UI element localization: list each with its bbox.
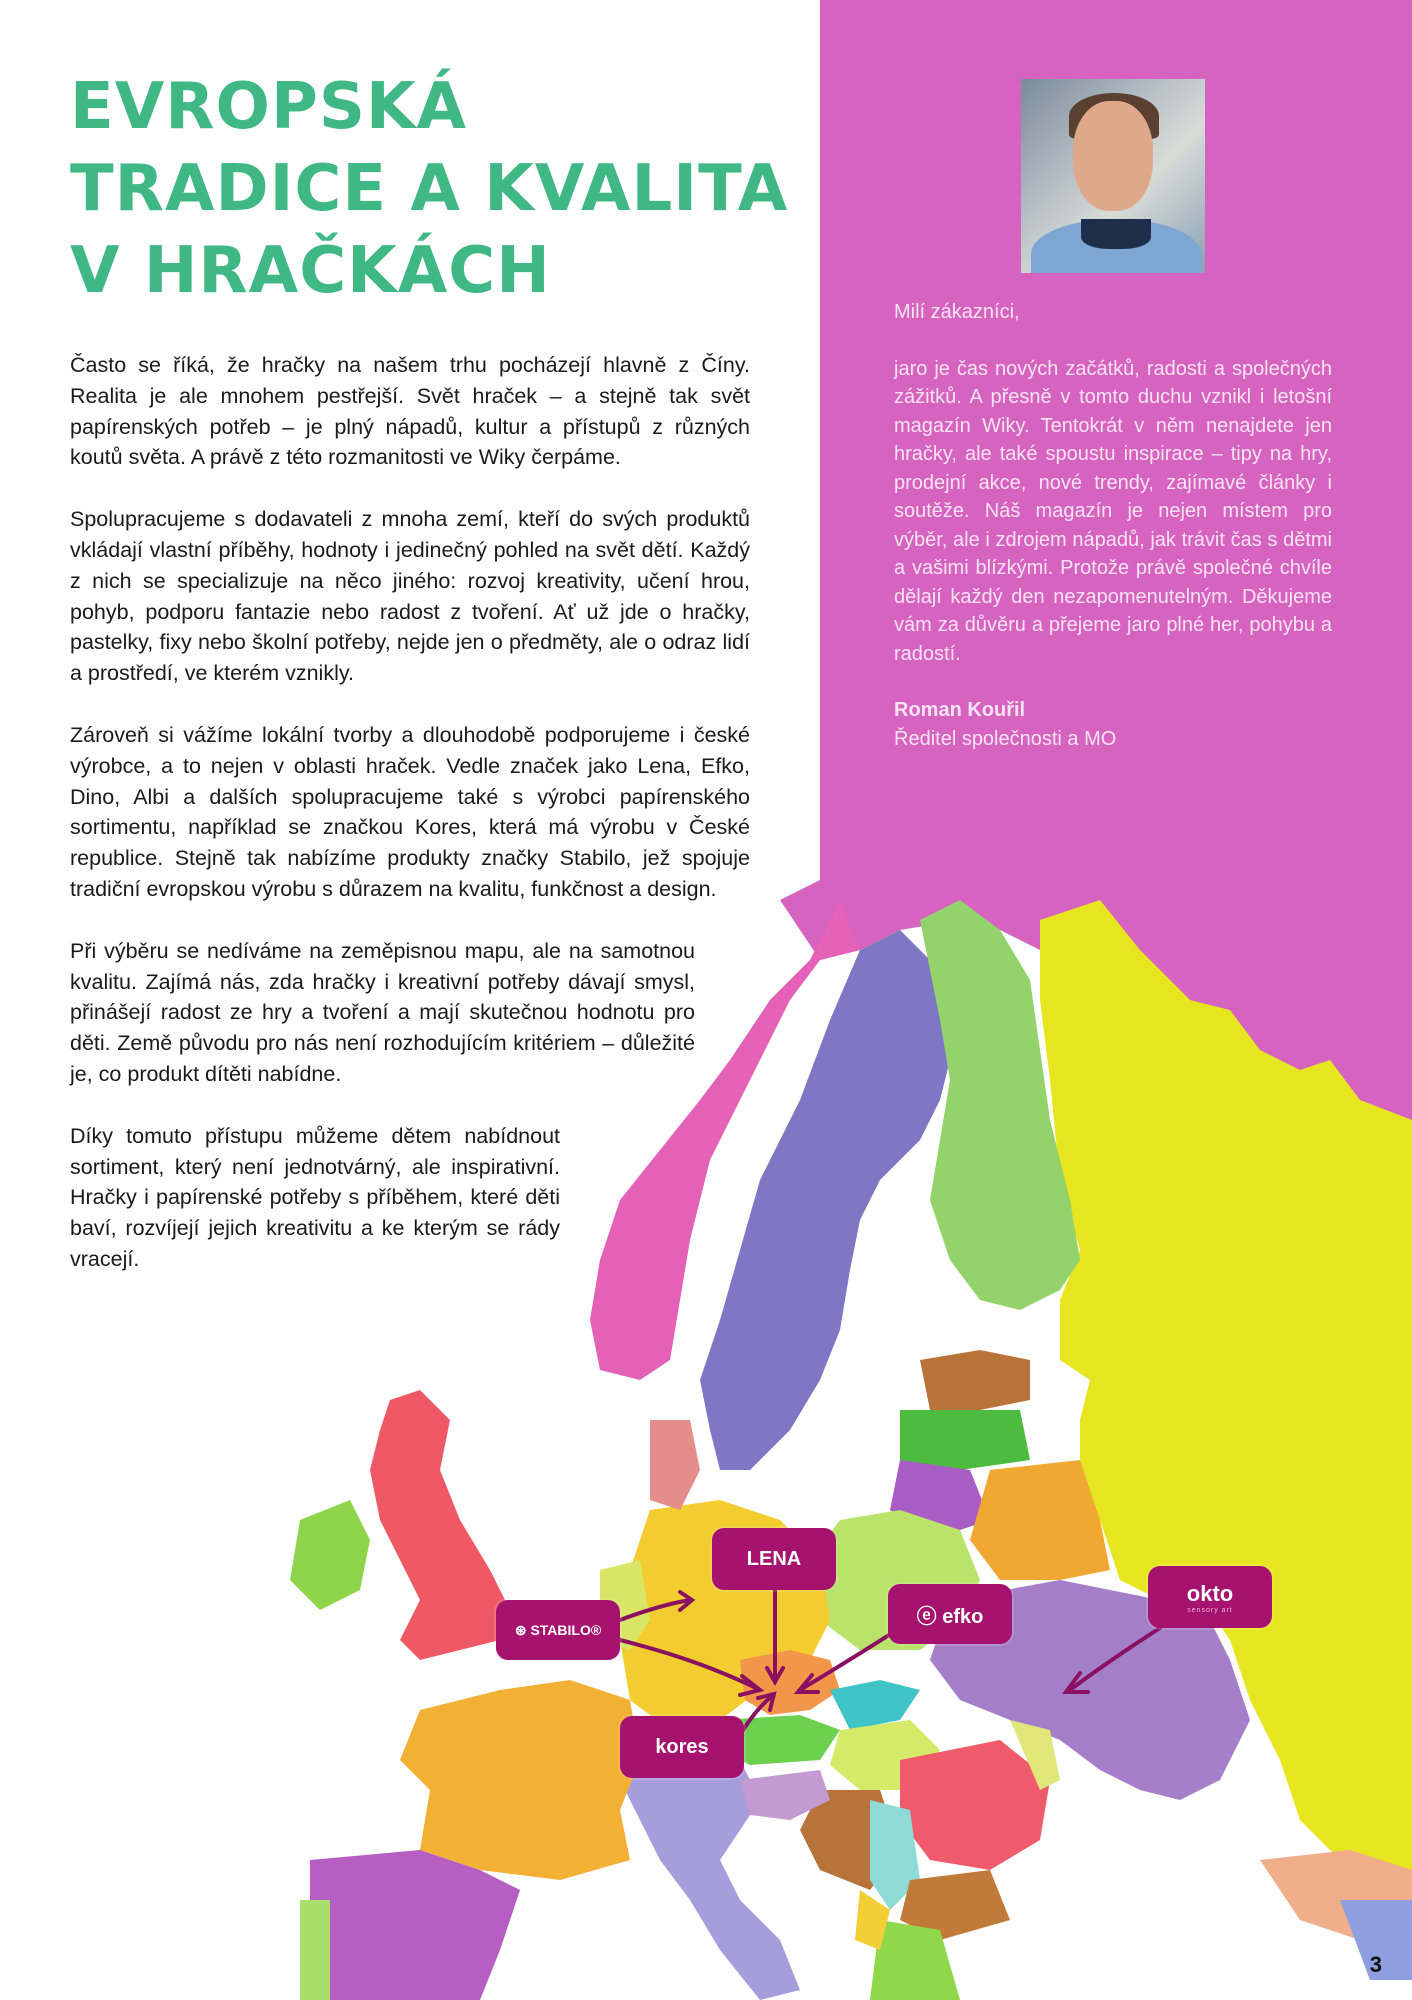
article-title bbox=[70, 66, 788, 312]
brand-logo-kores: kores bbox=[620, 1716, 744, 1778]
title-line: EVROPSKÁ bbox=[70, 70, 468, 144]
author-portrait bbox=[1021, 79, 1205, 273]
brand-logo-efko: ⓔ efko bbox=[888, 1584, 1012, 1644]
paragraph: Zároveň si vážíme lokální tvorby a dlouhodobě podporujeme i české výrobce, a to nejen v oblasti hraček. Vedle značek jako Lena, Efko, Dino, Albi a dalších spolupracujeme také s výrobci papírenského sortimentu, například se značkou Kores, která má výrobu v České republice. Stejně tak nabízíme produkty značky Stabilo, jež spojuje tradiční evropskou výrobu s důrazem na kvalitu, funkčnost a design. bbox=[70, 722, 750, 901]
paragraph: Díky tomuto přístupu můžeme dětem nabídnout sortiment, který není jednotvárný, ale inspirativní. Hračky i papírenské potřeby s příběhem, které děti baví, rozvíjejí jejich kreativitu a ke kterým se rády vracejí. bbox=[70, 1123, 560, 1271]
paragraph: Spolupracujeme s dodavateli z mnoha zemí, kteří do svých produktů vkládají vlastní příběhy, hodnoty i jedinečný pohled na svět dětí. Každý z nich se specializuje na něco jiného: rozvoj kreativity, učení hrou, pohyb, podporu fantazie nebo radost z tvoření. Ať už jde o hračky, pastelky, fixy nebo školní potřeby, nejde jen o předměty, ale o odraz lidí a prostředí, ve kterém vznikly. bbox=[70, 507, 750, 686]
signature-title: Ředitel společnosti a MO bbox=[894, 727, 1117, 750]
editorial-letter bbox=[894, 298, 1332, 753]
letter-greeting: Milí zákazníci, bbox=[894, 301, 1020, 323]
signature-name: Roman Kouřil bbox=[894, 699, 1026, 721]
title-line: TRADICE A KVALITA bbox=[70, 152, 789, 226]
brand-logo-stabilo: ⊛ STABILO® bbox=[496, 1600, 620, 1660]
article-body bbox=[70, 350, 750, 1306]
brand-logo-okto: okto sensory art bbox=[1148, 1566, 1272, 1628]
paragraph: Při výběru se nedíváme na zeměpisnou mapu, ale na samotnou kvalitu. Zajímá nás, zda hračky i kreativní potřeby dávají smysl, přinášejí radost ze hry a tvoření a mají skutečnou hodnotu pro děti. Země původu pro nás není rozhodujícím kritériem – důležité je, co produkt dítěti nabídne. bbox=[70, 938, 695, 1086]
paragraph: Často se říká, že hračky na našem trhu pocházejí hlavně z Číny. Realita je ale mnohem pestřejší. Svět hraček – a stejně tak svět papírenských potřeb – je plný nápadů, kultur a přístupů z různých koutů světa. A právě z této rozmanitosti ve Wiky čerpáme. bbox=[70, 353, 750, 470]
letter-body: jaro je čas nových začátků, radosti a společných zážitků. A přesně v tomto duchu vznikl i letošní magazín Wiky. Tentokrát v něm nenajdete jen hračky, ale také spoustu inspirace – tipy na hry, prodejní akce, nové trendy, zajímavé články i soutěže. Náš magazín je nejen místem pro výběr, ale i zdrojem nápadů, jak trávit čas s dětmi a vašimi blízkými. Protože právě společné chvíle dělají každý den nezapomenutelným. Děkujeme vám za důvěru a přejeme jaro plné her, pohybu a radostí. bbox=[894, 357, 1332, 665]
page-number: 3 bbox=[1369, 1952, 1382, 1977]
title-line: V HRAČKÁCH bbox=[70, 234, 551, 308]
brand-logo-lena: LENA bbox=[712, 1528, 836, 1590]
